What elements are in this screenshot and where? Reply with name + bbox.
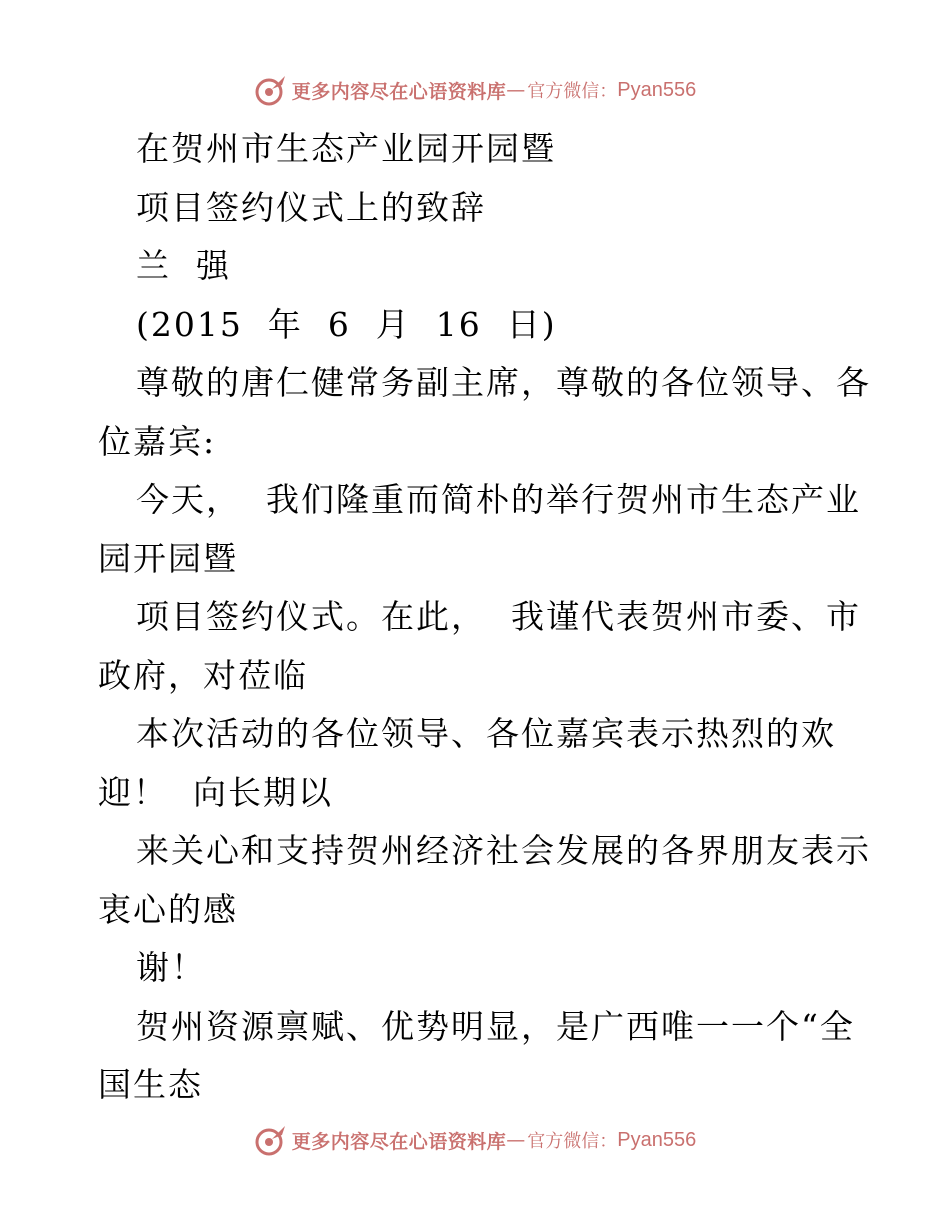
document-line: 来关心和支持贺州经济社会发展的各界朋友表示 bbox=[136, 831, 871, 870]
document-line: 衷心的感 bbox=[98, 889, 238, 929]
document-line: 尊敬的唐仁健常务副主席，尊敬的各位领导、各 bbox=[136, 363, 871, 402]
document-line: 位嘉宾: bbox=[98, 421, 217, 461]
watermark-dash: — bbox=[506, 1129, 526, 1151]
document-line: 贺州资源禀赋、优势明显，是广西唯一一个“全 bbox=[136, 1006, 855, 1046]
document-line: 本次活动的各位领导、各位嘉宾表示热烈的欢 bbox=[136, 714, 836, 753]
document-line: 园开园暨 bbox=[98, 538, 238, 578]
watermark-site-text: 更多内容尽在心语资料库 bbox=[291, 80, 507, 103]
document-line: 国生态 bbox=[98, 1065, 203, 1104]
document-line: 项目签约仪式。在此， 我谨代表贺州市委、市 bbox=[136, 597, 861, 636]
document-line: (2015 年 6 月 16 日) bbox=[136, 304, 557, 344]
watermark-header bbox=[0, 70, 950, 110]
document-line: 迎！ 向长期以 bbox=[98, 772, 333, 812]
document-line: 兰 强 bbox=[136, 246, 231, 285]
watermark-footer bbox=[0, 1120, 950, 1160]
watermark-wechat-label: 官方微信： bbox=[527, 1131, 618, 1152]
quill-logo-icon bbox=[254, 1123, 288, 1157]
quill-logo-icon bbox=[254, 73, 288, 107]
watermark-dash: — bbox=[506, 79, 526, 101]
document-line: 今天， 我们隆重而简朴的举行贺州市生态产业 bbox=[136, 480, 861, 519]
document-body bbox=[98, 120, 871, 1115]
watermark-wechat-id: Pyan556 bbox=[617, 1128, 697, 1151]
document-line: 在贺州市生态产业园开园暨 bbox=[136, 129, 556, 168]
watermark-wechat-label: 官方微信： bbox=[527, 81, 618, 102]
document-line: 政府，对莅临 bbox=[98, 655, 308, 695]
watermark-site-text: 更多内容尽在心语资料库 bbox=[291, 1130, 507, 1153]
watermark-wechat-id: Pyan556 bbox=[617, 78, 697, 101]
document-line: 项目签约仪式上的致辞 bbox=[136, 187, 486, 227]
document-line: 谢！ bbox=[136, 948, 206, 987]
